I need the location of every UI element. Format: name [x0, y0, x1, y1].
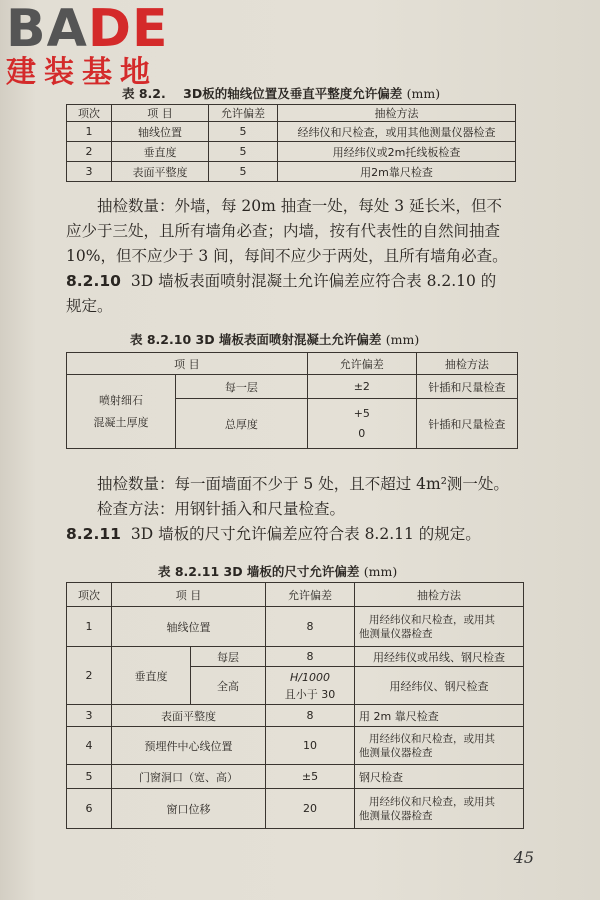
- cell-no: 3: [67, 705, 112, 727]
- cell-deviation: 20: [266, 789, 355, 829]
- table-row: [67, 789, 524, 829]
- cell-item: 轴线位置: [112, 607, 266, 647]
- cell-item: 窗口位移: [112, 789, 266, 829]
- text-line: 应少于三处，且所有墙角必查；内墙，按有代表性的自然间抽查: [66, 222, 501, 240]
- table-row: [67, 765, 524, 789]
- header-method: 抽检方法: [355, 583, 524, 607]
- text-line: 10%，但不应少于 3 间，每间不应少于两处，且所有墙角必查。: [66, 247, 508, 265]
- header-method: 抽检方法: [278, 105, 516, 122]
- cell-item: 门窗洞口（宽、高）: [112, 765, 266, 789]
- cell-method: 用经纬仪和尺检查，或用其 他测量仪器检查: [355, 727, 524, 765]
- cell-deviation: ±2: [307, 375, 416, 399]
- site-watermark-logo: [6, 0, 169, 90]
- watermark-subtitle: 建装基地: [6, 55, 158, 90]
- watermark-brand: BADE: [6, 0, 169, 59]
- header-method: 抽检方法: [416, 353, 517, 375]
- table-row: [67, 375, 518, 399]
- cell-no: 1: [67, 607, 112, 647]
- cell-subitem: 每一层: [176, 375, 308, 399]
- cell-item: 表面平整度: [112, 705, 266, 727]
- cell-deviation: ±5: [266, 765, 355, 789]
- cell-item: 预埋件中心线位置: [112, 727, 266, 765]
- cell-method: 用 2m 靠尺检查: [355, 705, 524, 727]
- cell-item: 轴线位置: [112, 122, 209, 142]
- sampling-paragraph-2: [66, 472, 536, 547]
- cell-no: 5: [67, 765, 112, 789]
- cell-deviation: 5: [209, 162, 278, 182]
- table-829-caption: 表 8.2. 3D板的轴线位置及垂直平整度允许偏差 (mm): [122, 86, 441, 101]
- table-8211-caption: 表 8.2.11 3D 墙板的尺寸允许偏差 (mm): [158, 564, 398, 579]
- cell-method: 针插和尺量检查: [416, 399, 517, 449]
- cell-item: 垂直度: [112, 142, 209, 162]
- page-number: 45: [513, 848, 534, 867]
- cell-deviation: 8: [266, 647, 355, 667]
- cell-no: 2: [67, 142, 112, 162]
- table-row: [67, 647, 524, 667]
- cell-no: 1: [67, 122, 112, 142]
- table-829: [66, 104, 516, 182]
- cell-deviation: 5: [209, 142, 278, 162]
- cell-method: 用经纬仪或吊线、钢尺检查: [355, 647, 524, 667]
- text-line: 抽检数量：每一面墙面不少于 5 处，且不超过 4m²测一处。: [97, 475, 509, 493]
- table-row: [67, 162, 516, 182]
- cell-deviation: H/1000 且小于 30: [266, 667, 355, 705]
- cell-method: 用经纬仪和尺检查，或用其 他测量仪器检查: [355, 607, 524, 647]
- cell-no: 4: [67, 727, 112, 765]
- table-header-row: [67, 353, 518, 375]
- cell-item: 表面平整度: [112, 162, 209, 182]
- cell-no: 6: [67, 789, 112, 829]
- clause-8210: 8.2.10 3D 墙板表面喷射混凝土允许偏差应符合表 8.2.10 的: [66, 272, 497, 290]
- cell-method: 用2m靠尺检查: [278, 162, 516, 182]
- cell-deviation: +5 0: [307, 399, 416, 449]
- text-line: 规定。: [66, 297, 113, 315]
- cell-subitem: 每层: [191, 647, 266, 667]
- table-8211: [66, 582, 524, 829]
- cell-no: 2: [67, 647, 112, 705]
- cell-method: 用经纬仪和尺检查，或用其 他测量仪器检查: [355, 789, 524, 829]
- table-row: [67, 122, 516, 142]
- cell-method: 经纬仪和尺检查，或用其他测量仪器检查: [278, 122, 516, 142]
- cell-method: 针插和尺量检查: [416, 375, 517, 399]
- table-row: [67, 705, 524, 727]
- cell-deviation: 5: [209, 122, 278, 142]
- header-no: 项次: [67, 583, 112, 607]
- table-8210-caption: 表 8.2.10 3D 墙板表面喷射混凝土允许偏差 (mm): [130, 332, 420, 347]
- text-line: 抽检数量：外墙，每 20m 抽查一处，每处 3 延长米，但不: [97, 197, 502, 215]
- table-header-row: [67, 105, 516, 122]
- cell-subitem: 全高: [191, 667, 266, 705]
- cell-item: 喷射细石 混凝土厚度: [67, 375, 176, 449]
- cell-subitem: 总厚度: [176, 399, 308, 449]
- table-row: [67, 607, 524, 647]
- cell-deviation: 8: [266, 705, 355, 727]
- table-row: [67, 727, 524, 765]
- header-deviation: 允许偏差: [307, 353, 416, 375]
- header-item: 项 目: [67, 353, 308, 375]
- header-no: 项次: [67, 105, 112, 122]
- header-item: 项 目: [112, 583, 266, 607]
- cell-method: 用经纬仪或2m托线板检查: [278, 142, 516, 162]
- header-item: 项 目: [112, 105, 209, 122]
- cell-method: 钢尺检查: [355, 765, 524, 789]
- cell-deviation: 8: [266, 607, 355, 647]
- header-deviation: 允许偏差: [266, 583, 355, 607]
- cell-deviation: 10: [266, 727, 355, 765]
- header-deviation: 允许偏差: [209, 105, 278, 122]
- table-header-row: [67, 583, 524, 607]
- cell-no: 3: [67, 162, 112, 182]
- text-line: 检查方法：用钢针插入和尺量检查。: [97, 500, 346, 518]
- table-row: [67, 142, 516, 162]
- cell-item: 垂直度: [112, 647, 191, 705]
- sampling-paragraph-1: [66, 194, 526, 319]
- clause-8211: 8.2.11 3D 墙板的尺寸允许偏差应符合表 8.2.11 的规定。: [66, 525, 481, 543]
- cell-method: 用经纬仪、钢尺检查: [355, 667, 524, 705]
- table-8210: [66, 352, 518, 449]
